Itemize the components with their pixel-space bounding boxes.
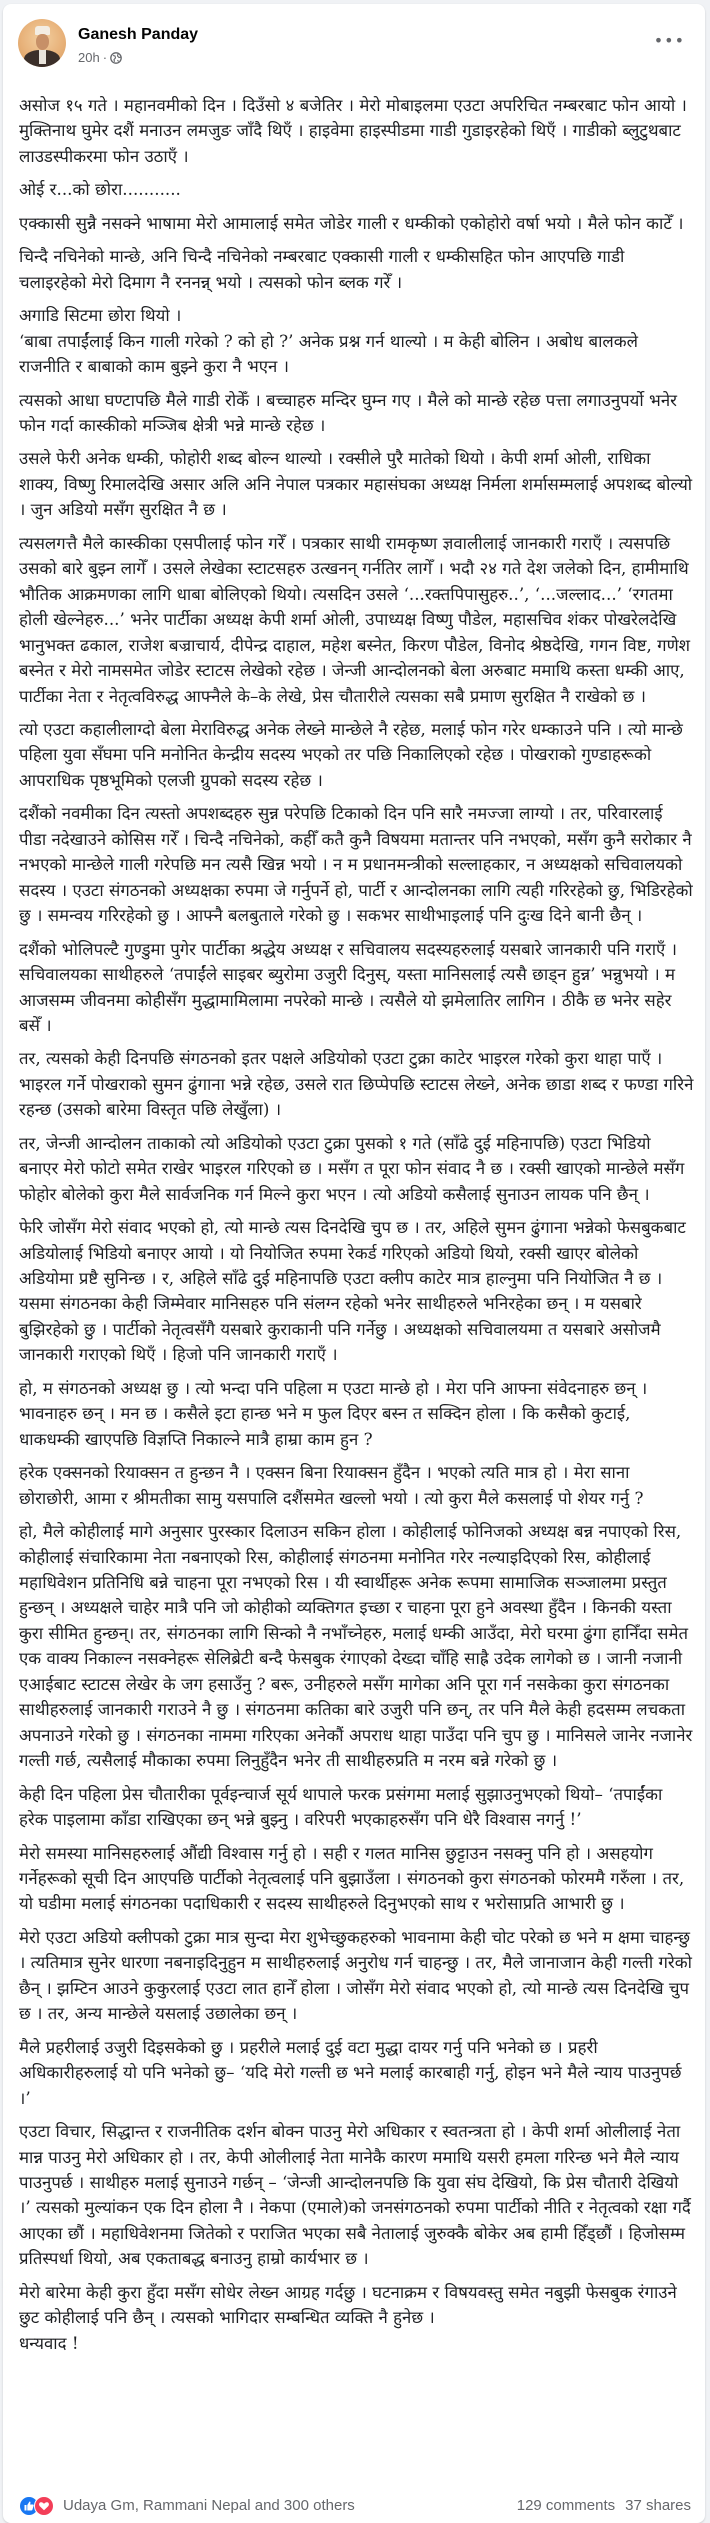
- more-options-icon[interactable]: •••: [653, 31, 685, 50]
- post-paragraph: उसले फेरी अनेक धम्की, फोहोरी शब्द बोल्न थाल्यो । रक्सीले पुरै मातेको थियो । केपी शर्मा ओली, राधिका शाक्य, विष्णु रिमालदेखि असार अलि अनि नेपाल पत्रकार महासंघका अध्यक्ष निर्मला शर्मासम्मलाई अपशब्द बोल्यो । जुन अडियो मसँग सुरक्षित नै छ ।: [19, 448, 693, 520]
- post-paragraph: दशैंको नवमीका दिन त्यस्तो अपशब्दहरु सुन्न परेपछि टिकाको दिन पनि सारै नमज्जा लाग्यो । तर, परिवारलाई पीडा नदेखाउने कोसिस गरेँ । चिन्दै नचिनेको, कहीँ कतै कुनै विषयमा मतान्तर पनि नभएको, मसँग कुनै सरोकार नै नभएको मान्छेले गाली गरेपछि मन त्यसै खिन्न भयो । न म प्रधानमन्त्रीको सल्लाहकार, न अध्यक्षको सचिवालयको सदस्य । एउटा संगठनको अध्यक्षका रुपमा जे गर्नुपर्ने हो, पार्टी र आन्दोलनका लागि त्यही गरिरहेको छु, भिडिरहेको छु । समन्वय गरिरहेको छु । आफ्नै बलबुताले गरेको छु । सकभर साथीभाइलाई पनि दुःख दिने बानी छैन् ।: [19, 803, 693, 926]
- post-paragraph: असोज १५ गते । महानवमीको दिन । दिउँसो ४ बजेतिर । मेरो मोबाइलमा एउटा अपरिचित नम्बरबाट फोन आयो । मुक्तिनाथ घुमेर दशैं मनाउन लमजुङ जाँदै थिएँ । हाइवेमा हाइस्पीडमा गाडी गुडाइरहेको थिएँ । गाडीको ब्लुटुथबाट लाउडस्पीकरमा फोन उठाएँ ।: [19, 95, 687, 166]
- post-paragraph: एक्कासी सुन्नै नसक्ने भाषामा मेरो आमालाई समेत जोडेर गाली र धम्कीको एकोहोरो वर्षा भयो । मैले फोन काटेँ ।: [19, 212, 684, 233]
- post-meta: [78, 50, 122, 65]
- post-paragraph: मेरो समस्या मानिसहरुलाई औंद्यी विश्वास गर्नु हो । सही र गलत मानिस छुट्टाउन नसक्नु पनि हो । असहयोग गर्नेहरूको सूची दिन आएपछि पार्टीको नेतृत्वलाई पनि बुझाउँला । संगठनको कुरा संगठनको फोरममै गरुँला । तर, यो घडीमा मलाई संगठनका पदाधिकारी र सदस्य साथीहरुले दिनुभएको साथ र भरोसाप्रति आभारी छु ।: [19, 1842, 685, 1914]
- post-paragraph: तर, जेन्जी आन्दोलन ताकाको त्यो अडियोको एउटा टुक्रा पुसको १ गते (साँढे दुई महिनापछि) एउटा भिडियो बनाएर मेरो फोटो समेत राखेर भाइरल गरिएको छ । मसँग त पूरा फोन संवाद नै छ । रक्सी खाएको मान्छेले मसँग फोहोर बोलेको कुरा मैले सार्वजनिक गर्न मिल्ने कुरा भएन । त्यो अडियो कसैलाई सुनाउन लायक पनि छैन् ।: [19, 1132, 685, 1204]
- comments-count[interactable]: 129 comments: [516, 2496, 616, 2514]
- post-time[interactable]: 20h: [78, 50, 100, 65]
- post-paragraph: मेरो एउटा अडियो क्लीपको टुक्रा मात्र सुन्दा मेरा शुभेच्छुकहरुको भावनामा केही चोट परेको छ भने म क्षमा चाहन्छु । त्यतिमात्र सुनेर धारणा नबनाइदिनुहुन म साथीहरुलाई अनुरोध गर्न चाहन्छु । तर, मैले जानाजान केही गल्ती गरेको छैन् । झम्टिन आउने कुकुरलाई एउटा लात हानेँ होला । जोसँग मेरो संवाद भएको हो, त्यो मान्छे त्यस दिनदेखि चुप छ । तर, अन्य मान्छेले यसलाई उछालेका छन् ।: [19, 1926, 692, 2024]
- post-paragraph: हो, म संगठनको अध्यक्ष छु । त्यो भन्दा पनि पहिला म एउटा मान्छे हो । मेरा पनि आफ्ना संवेदनाहरु छन् । भावनाहरु छन् । मन छ । कसैले इटा हान्छ भने म फुल दिएर बस्न त सक्दिन होला । कि कसैको कुटाई, धाकधम्की खाएपछि विज्ञप्ति निकाल्ने मात्रै हाम्रा काम हुन ?: [19, 1377, 648, 1449]
- reactions-summary[interactable]: Udaya Gm, Rammani Nepal and 300 others: [63, 2496, 355, 2514]
- post-paragraph: त्यसलगत्तै मैले कास्कीका एसपीलाई फोन गरेँ । पत्रकार साथी रामकृष्ण ज्ञवालीलाई जानकारी गराएँ । त्यसपछि उसको बारे बुझ्न लागेँ । उसले लेखेका स्टाटसहरु उत्खनन् गर्नतिर लागेँ । भदौ २४ गते देश जलेको दिन, हामीमाथि भौतिक आक्रमणका लागि धाबा बोलिएको थियो। त्यसदिन उसले ‘...रक्तपिपासुहरु..’, ‘...जल्लाद...’ ‘रगतमा होली खेल्नेहरु...’ भनेर पार्टीका अध्यक्ष केपी शर्मा ओली, उपाध्यक्ष विष्णु पौडेल, महासचिव शंकर पोखरेलदेखि भानुभक्त ढकाल, राजेश बज्राचार्य, दीपेन्द्र दाहाल, महेश बस्नेत, किरण पौडेल, विनोद श्रेष्ठदेखि, गगन विष्ट, गणेश बस्नेत र मेरो नामसमेत जोडेर स्टाटस लेखेको रहेछ । जेन्जी आन्दोलनको बेला अरुबाट ममाथि कस्ता धम्की आए, पार्टीका नेता र नेतृत्वविरुद्ध आफ्नैले के–के लेखे, प्रेस चौतारीले त्यसका सबै प्रमाण सुरक्षित नै राखेको छ ।: [19, 532, 691, 706]
- post-header: [3, 4, 705, 70]
- post-paragraph: त्यो एउटा कहालीलाग्दो बेला मेराविरुद्ध अनेक लेख्ने मान्छेले नै रहेछ, मलाई फोन गरेर धम्काउने पनि । त्यो मान्छे पहिला युवा सँघमा पनि मनोनित केन्द्रीय सदस्य भएको तर पछि निकालिएको रहेछ । पोखराको गुण्डाहरूको आपराधिक पृष्ठभूमिको एलजी ग्रुपको सदस्य रहेछ ।: [19, 718, 683, 790]
- post-paragraph: तर, त्यसको केही दिनपछि संगठनको इतर पक्षले अडियोको एउटा टुक्रा काटेर भाइरल गरेको कुरा थाहा पाएँ । भाइरल गर्ने पोखराको सुमन ढुंगाना भन्ने रहेछ, उसले रात छिप्पेपछि स्टाटस लेख्ने, अनेक छाडा शब्द र फण्डा गरिने रहन्छ (उसको बारेमा विस्तृत पछि लेखुँला) ।: [19, 1048, 694, 1120]
- love-reaction-icon: [34, 2496, 54, 2516]
- author-avatar[interactable]: [18, 19, 66, 67]
- post-paragraph: चिन्दै नचिनेको मान्छे, अनि चिन्दै नचिनेको नम्बरबाट एक्कासी गाली र धम्कीसहित फोन आएपछि गाडी चलाइरहेको मेरो दिमाग नै रननन्न् भयो । त्यसको फोन ब्लक गरेँ ।: [19, 246, 625, 292]
- meta-separator: ·: [102, 50, 108, 65]
- avatar-shirt: [39, 50, 46, 64]
- avatar-face: [36, 34, 49, 50]
- post-paragraph: मैले प्रहरीलाई उजुरी दिइसकेको छु । प्रहरीले मलाई दुई वटा मुद्धा दायर गर्नु पनि भनेको छ । प्रहरी अधिकारीहरुलाई यो पनि भनेको छु– ‘यदि मेरो गल्ती छ भने मलाई कारबाही गर्नु, होइन भने मैले न्याय पाउनुपर्छ ।’: [19, 2036, 682, 2108]
- globe-icon: [110, 52, 122, 64]
- post-paragraph: एउटा विचार, सिद्धान्त र राजनीतिक दर्शन बोक्न पाउनु मेरो अधिकार र स्वतन्त्रता हो । केपी शर्मा ओलीलाई नेता मान्न पाउनु मेरो अधिकार हो । तर, केपी ओलीलाई नेता मानेकै कारण ममाथि यसरी हमला गरिन्छ भने मैले न्याय पाउनुपर्छ । साथीहरु मलाई सुनाउने गर्छन् – ‘जेन्जी आन्दोलनपछि कि युवा संघ देखियो, कि प्रेस चौतारी देखियो ।’ त्यसको मुल्यांकन एक दिन होला नै । नेकपा (एमाले)को जनसंगठनको रुपमा पार्टीको नीति र नेतृत्वको रक्षा गर्दै आएका छौं । महाधिवेशनमा जितेको र पराजित भएका सबै नेतालाई जुरुक्कै बोकेर अब हामी हिँड्छौं । हिजोसम्म प्रतिस्पर्धा थियो, अब एकताबद्ध बनाउनु हाम्रो कार्यभार छ ।: [19, 2121, 691, 2269]
- post-paragraph: हरेक एक्सनको रियाक्सन त हुन्छन नै । एक्सन बिना रियाक्सन हुँदैन । भएको त्यति मात्र हो । मेरा साना छोराछोरी, आमा र श्रीमतीका सामु यसपालि दशैंसमेत खल्लो भयो । त्यो कुरा मैले कसलाई पो शेयर गर्नु ?: [19, 1462, 644, 1508]
- post-paragraph: फेरि जोसँग मेरो संवाद भएको हो, त्यो मान्छे त्यस दिनदेखि चुप छ । तर, अहिले सुमन ढुंगाना भन्नेको फेसबुकबाट अडियोलाई भिडियो बनाएर आयो । यो नियोजित रुपमा रेकर्ड गरिएको अडियो थियो, रक्सी खाएर बोलेको अडियोमा प्रष्टै सुनिन्छ । र, अहिले साँढे दुई महिनापछि एउटा क्लीप काटेर मात्र हाल्नुमा पनि नियोजित नै छ । यसमा संगठनका केही जिम्मेवार मानिसहरु पनि संलग्न रहेको भनेर साथीहरुले भनिरहेका छन् । म यसबारे बुझिरहेको छु । पार्टीको नेतृत्वसँगै यसबारे कुराकानी पनि गर्नेछु । अध्यक्षको सचिवालयमा त यसबारे असोजमै जानकारी गराएको थिएँ । हिजो पनि जानकारी गराएँ ।: [19, 1217, 686, 1365]
- reaction-icons[interactable]: [19, 2495, 57, 2515]
- post-card: [3, 4, 705, 2523]
- post-paragraph: हो, मैले कोहीलाई मागे अनुसार पुरस्कार दिलाउन सकिन होला । कोहीलाई फोनिजको अध्यक्ष बन्न नपाएको रिस, कोहीलाई संचारिकामा नेता नबनाएको रिस, कोहीलाई संगठनमा मनोनित गरेर नल्याइदिएको रिस, कोहीलाई महाधिवेशन प्रतिनिधि बन्ने चाहना पूरा नभएको रिस । यी स्वार्थीहरू अनेक रूपमा सामाजिक सञ्जालमा प्रस्तुत हुन्छन् । अध्यक्षले चाहेर मात्रै पनि जो कोहीको व्यक्तिगत इच्छा र चाहना पूरा हुने अवस्था हुँदैन । किनकी यस्ता कुरा सीमित हुन्छन्। तर, संगठनका लागि सिन्को नै नभाँच्नेहरु, मलाई धम्की आउँदा, मेरो घरमा ढुंगा हानिँदा समेत एक वाक्य निकाल्न नसक्नेहरू सेलिब्रेटी बन्दै फेसबुक रंगाएको देख्दा चाँहि साह्रै उदेक लागेको छ । जानी नजानी एआईबाट स्टाटस लेखेर के जग हसाउँनु ? बरू, उनीहरुले मसँग मागेका अनि पूरा गर्न नसकेका कुरा संगठनका साथीहरुलाई जानकारी गराउने नै छु । संगठनमा कतिका बारे उजुरी पनि छन्, तर पनि मैले केही हदसम्म लचकता अपनाउने गरेको छु । संगठनका नाममा गरिएका अनेकौं अपराध थाहा पाउँदा पनि चुप छु । मानिसले जानेर नजानेर गल्ती गर्छ, त्यसैलाई मौकाका रुपमा लिनुहुँदैन भनेर ती साथीहरुप्रति म नरम बन्ने गरेको छु ।: [19, 1521, 693, 1771]
- post-body: [19, 93, 694, 2364]
- post-paragraph: केही दिन पहिला प्रेस चौतारीका पूर्वइन्चार्ज सूर्य थापाले फरक प्रसंगमा मलाई सुझाउनुभएको थियो– ‘तपाईंका हरेक पाइलामा काँडा राखिएका छन् भन्ने बुझ्नु । वरिपरी भएकाहरुसँग पनि धेरै विश्वास नगर्नु !’: [19, 1783, 663, 1830]
- post-paragraph: दशैंको भोलिपल्टै गुण्डुमा पुगेर पार्टीका श्रद्धेय अध्यक्ष र सचिवालय सदस्यहरुलाई यसबारे जानकारी पनि गराएँ । सचिवालयका साथीहरुले ‘तपाईंले साइबर ब्युरोमा उजुरी दिनुस्, यस्ता मानिसलाई त्यसै छाड्न हुन्न’ भन्नुभयो । म आजसम्म जीवनमा कोहीसँग मुद्धामामिलामा नपरेको मान्छे । त्यसैले यो झमेलातिर लागिन । ठीकै छ भनेर सहेर बसेँ ।: [19, 938, 677, 1035]
- post-paragraph: अगाडि सिटमा छोरा थियो । ‘बाबा तपाईंलाई किन गाली गरेको ? को हो ?’ अनेक प्रश्न गर्न थाल्यो । म केही बोलिन । अबोध बालकले राजनीति र बाबाको काम बुझ्ने कुरा नै भएन ।: [19, 305, 638, 377]
- author-name[interactable]: Ganesh Panday: [78, 26, 199, 43]
- post-paragraph: त्यसको आधा घण्टापछि मैले गाडी रोकेँ । बच्चाहरु मन्दिर घुम्न गए । मैले को मान्छे रहेछ पत्ता लगाउनुपर्यो भनेर फोन गर्दा कास्कीको मञ्जिब क्षेत्री भन्ने मान्छे रहेछ ।: [19, 389, 677, 435]
- post-paragraph: ओई र...को छोरा...........: [19, 179, 181, 200]
- shares-count[interactable]: 37 shares: [625, 2496, 691, 2514]
- post-footer: [19, 2493, 691, 2517]
- post-paragraph: मेरो बारेमा केही कुरा हुँदा मसँग सोधेर लेख्न आग्रह गर्दछु । घटनाक्रम र विषयवस्तु समेत नबुझी फेसबुक रंगाउने छुट कोहीलाई पनि छैन् । त्यसको भागिदार सम्बन्धित व्यक्ति नै हुनेछ । धन्यवाद !: [19, 2281, 677, 2353]
